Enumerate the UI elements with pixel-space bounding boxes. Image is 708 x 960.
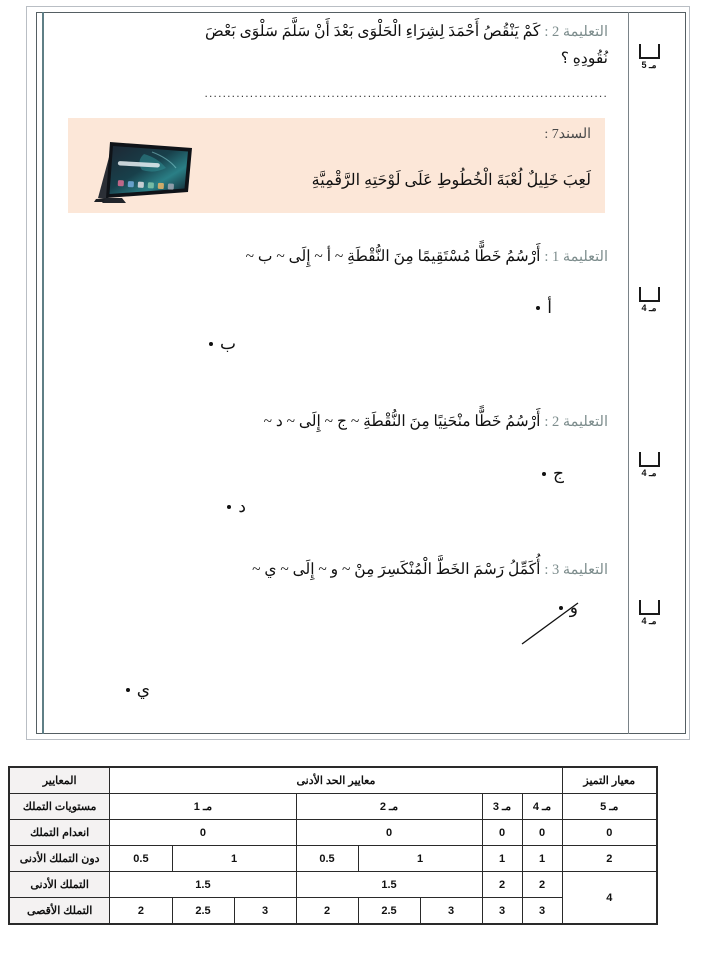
levels-row-label: مستويات التملك <box>9 794 110 820</box>
point-alef <box>536 298 552 318</box>
cell-c1: 1.5 <box>110 872 296 898</box>
mark-box-q2 <box>632 44 666 71</box>
row-label-no-mastery: انعدام التملك <box>9 820 110 846</box>
mark-label-q2: مـ 5 <box>641 60 657 70</box>
task-1-text: أَرْسُمُ خَطًّا مُسْتَقِيمًا مِنَ النُّقْطَةِ ~ أ ~ إِلَى ~ ب ~ <box>245 248 541 265</box>
header-minimum: معايير الحد الأدنى <box>110 767 562 794</box>
mark-label-task2: مـ 4 <box>641 468 657 478</box>
point-dot-icon <box>536 306 540 310</box>
table-row <box>9 846 657 872</box>
question-top <box>88 18 608 73</box>
cell-c4: 3 <box>522 898 562 925</box>
point-dot-icon <box>542 472 546 476</box>
mark-label-task3: مـ 4 <box>641 616 657 626</box>
cell-c5-span: 4 <box>562 872 657 925</box>
task-3-tag: التعليمة 3 : <box>544 562 608 578</box>
cell-c2-a: 2 <box>296 898 358 925</box>
question-top-text-line2: نُقُودِهِ ؟ <box>560 50 608 68</box>
task-2-text: أَرْسُمُ خَطًّا منْحَنِيًا مِنَ النُّقْطَةِ ~ ج ~ إِلَى ~ د ~ <box>263 413 541 430</box>
cell-c2-a: 0.5 <box>296 846 358 872</box>
row-label-maximum: التملك الأقصى <box>9 898 110 925</box>
mark-box-task1 <box>632 287 666 314</box>
answer-dotted-line[interactable]: ......................................................................................... <box>204 86 608 100</box>
cell-c1-b: 1 <box>172 846 296 872</box>
cell-c3: 0 <box>482 820 522 846</box>
mark-bracket-icon <box>639 287 660 302</box>
mark-box-task2 <box>632 452 666 479</box>
cell-c2: 1.5 <box>296 872 482 898</box>
point-waw-label: و <box>569 598 578 617</box>
mark-bracket-icon <box>639 44 660 59</box>
question-top-tag: التعليمة 2 : <box>544 24 608 40</box>
row-label-below-minimum: دون التملك الأدنى <box>9 846 110 872</box>
mark-box-task3 <box>632 600 666 627</box>
level-c4: مـ 4 <box>522 794 562 820</box>
point-dal-label: د <box>238 497 246 516</box>
level-c5: مـ 5 <box>562 794 657 820</box>
cell-c2-b: 2.5 <box>358 898 420 925</box>
row-label-minimum: التملك الأدنى <box>9 872 110 898</box>
cell-c1-a: 2 <box>110 898 172 925</box>
question-top-text-line2-wrap <box>88 45 608 72</box>
cell-c3: 1 <box>482 846 522 872</box>
level-c1: مـ 1 <box>110 794 296 820</box>
banner-main-text: لَعِبَ خَلِيلٌ لُعْبَةَ الْخُطُوطِ عَلَى لَوْحَتِهِ الرَّقْمِيَّةِ <box>311 172 591 189</box>
point-ba <box>209 334 236 354</box>
evaluation-table <box>8 766 658 925</box>
point-alef-label: أ <box>547 298 552 317</box>
cell-c4: 0 <box>522 820 562 846</box>
task-3-line <box>88 556 608 583</box>
cell-c1-c: 3 <box>234 898 296 925</box>
point-jim <box>542 464 564 484</box>
banner-text <box>171 126 591 193</box>
point-dal <box>227 497 246 517</box>
task-2-tag: التعليمة 2 : <box>544 414 608 430</box>
cell-c3: 2 <box>482 872 522 898</box>
task-1-tag: التعليمة 1 : <box>544 249 608 265</box>
point-ya <box>126 680 150 700</box>
cell-c5: 2 <box>562 846 657 872</box>
drawn-line-segment <box>516 600 586 650</box>
mark-label-task1: مـ 4 <box>641 303 657 313</box>
level-c3: مـ 3 <box>482 794 522 820</box>
table-row <box>9 820 657 846</box>
table-row <box>9 898 657 925</box>
task-3-text: أُكَمِّلُ رَسْمَ الخَطَّ الْمُنْكَسِرَ مِنْ ~ و ~ إِلَى ~ ي ~ <box>252 561 541 578</box>
cell-c2-b: 1 <box>358 846 482 872</box>
source-banner <box>68 118 605 213</box>
header-criteria: المعايير <box>9 767 110 794</box>
mark-bracket-icon <box>639 600 660 615</box>
cell-c2-c: 3 <box>420 898 482 925</box>
header-excellence: معيار التميز <box>562 767 657 794</box>
point-jim-label: ج <box>553 464 564 483</box>
cell-c1: 0 <box>110 820 296 846</box>
mark-bracket-icon <box>639 452 660 467</box>
point-dot-icon <box>227 505 231 509</box>
task-1-line <box>88 243 608 270</box>
cell-c2: 0 <box>296 820 482 846</box>
task-2-line <box>88 408 608 435</box>
cell-c4: 1 <box>522 846 562 872</box>
content-accent-rule <box>42 12 44 734</box>
cell-c5: 0 <box>562 820 657 846</box>
point-ba-label: ب <box>219 334 236 353</box>
point-ya-label: ي <box>136 680 150 699</box>
level-c2: مـ 2 <box>296 794 482 820</box>
cell-c1-a: 0.5 <box>110 846 172 872</box>
cell-c3: 3 <box>482 898 522 925</box>
evaluation-table-wrapper <box>19 766 658 925</box>
point-dot-icon <box>126 688 130 692</box>
marks-column-divider <box>628 12 629 734</box>
point-dot-icon <box>209 342 213 346</box>
question-top-text: كَمْ يَنْقُصُ أَحْمَدَ لِشِرَاءِ الْحَلْوَى بَعْدَ أَنْ سَلَّمَ سَلْوَى بَعْضَ <box>204 23 541 40</box>
table-row-levels <box>9 794 657 820</box>
table-row-header-groups <box>9 767 657 794</box>
table-row <box>9 872 657 898</box>
cell-c1-b: 2.5 <box>172 898 234 925</box>
cell-c4: 2 <box>522 872 562 898</box>
banner-label: السند7 : <box>544 127 591 142</box>
